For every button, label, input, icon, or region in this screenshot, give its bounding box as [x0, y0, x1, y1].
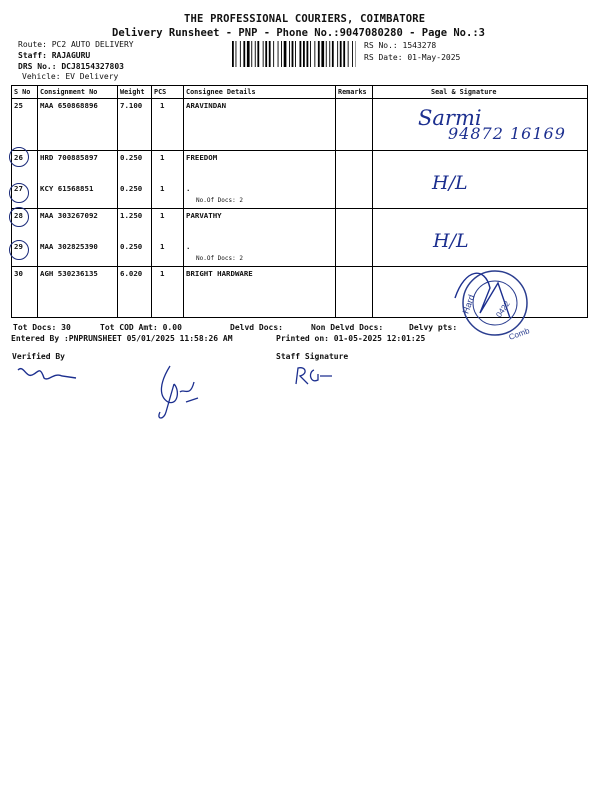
stamp-text: 0422 [494, 299, 512, 320]
cell-weight: 1.250 [118, 209, 152, 239]
cell-consignment: MAA 302825390 [38, 239, 118, 267]
cell-consignee [184, 181, 336, 209]
hand-circle-mark [9, 147, 29, 167]
cell-consignment: KCY 61568851 [38, 181, 118, 209]
handwritten-hl-row28: H/L [433, 230, 469, 252]
col-header: Consignment No [38, 86, 118, 99]
vehicle-label: Vehicle: EV Delivery [22, 72, 119, 81]
col-header: Consignee Details [184, 86, 336, 99]
company-title: THE PROFESSIONAL COURIERS, COIMBATORE [184, 13, 426, 25]
cell-consignee: FREEDOM [184, 151, 336, 181]
table-header-row [12, 86, 588, 99]
consignee-text: . [186, 241, 191, 251]
col-header: PCS [152, 86, 184, 99]
staff-label: Staff: RAJAGURU [18, 51, 91, 60]
cell-sno: 29 [12, 239, 38, 267]
barcode [232, 41, 356, 67]
cell-sno: 26 [12, 151, 38, 181]
handwritten-signature-row25: Sarmi [418, 106, 482, 130]
runsheet-title: Delivery Runsheet - PNP - Phone No.:9047080280 - Page No.:3 [112, 27, 485, 39]
cell-remarks [336, 209, 373, 239]
cell-remarks [336, 99, 373, 151]
printed-on: Printed on: 01-05-2025 12:01:25 [276, 334, 426, 343]
rs-date: RS Date: 01-May-2025 [364, 53, 461, 62]
runsheet-table [11, 85, 588, 318]
staff-signature-label: Staff Signature [276, 352, 349, 361]
cell-signature [373, 151, 588, 181]
non-delvd-docs: Non Delvd Docs: [311, 323, 384, 332]
col-header: S No [12, 86, 38, 99]
table-row [12, 151, 588, 181]
cell-consignee: ARAVINDAN [184, 99, 336, 151]
cell-consignment: HRD 700885897 [38, 151, 118, 181]
cell-signature [373, 99, 588, 151]
cell-sno: 28 [12, 209, 38, 239]
col-header: Remarks [336, 86, 373, 99]
stamp-text: Comb [507, 326, 531, 342]
delvd-docs: Delvd Docs: [230, 323, 283, 332]
table-row [12, 267, 588, 318]
staff-signature [292, 364, 340, 388]
route-label: Route: PC2 AUTO DELIVERY [18, 40, 134, 49]
hand-circle-mark [9, 207, 29, 227]
cell-consignee [184, 239, 336, 267]
cell-sno: 30 [12, 267, 38, 318]
table-row [12, 239, 588, 267]
cell-signature [373, 239, 588, 267]
no-of-docs: No.Of Docs: 2 [196, 196, 243, 204]
table-row [12, 181, 588, 209]
cell-sno: 25 [12, 99, 38, 151]
cell-weight: 7.100 [118, 99, 152, 151]
handwritten-hl-row26: H/L [432, 172, 468, 194]
verifier-signature [14, 362, 84, 386]
cell-remarks [336, 239, 373, 267]
cell-consignee: BRIGHT HARDWARE [184, 267, 336, 318]
cell-pcs: 1 [152, 99, 184, 151]
stamp-text: Hard [460, 293, 477, 316]
cell-pcs: 1 [152, 151, 184, 181]
cell-weight: 0.250 [118, 151, 152, 181]
cell-signature [373, 181, 588, 209]
cell-consignment: MAA 650868896 [38, 99, 118, 151]
consignee-text: . [186, 183, 191, 193]
cell-consignment: AGH 530236135 [38, 267, 118, 318]
table-row [12, 99, 588, 151]
cell-weight: 6.020 [118, 267, 152, 318]
cell-consignee: PARVATHY [184, 209, 336, 239]
delvy-pts: Delvy pts: [409, 323, 458, 332]
cell-remarks [336, 181, 373, 209]
entered-by: Entered By :PNPRUNSHEET 05/01/2025 11:58:26 AM [11, 334, 233, 343]
cell-weight: 0.250 [118, 181, 152, 209]
cell-pcs: 1 [152, 181, 184, 209]
cell-pcs: 1 [152, 209, 184, 239]
cell-signature [373, 267, 588, 318]
col-header: Seal & Signature [373, 86, 588, 99]
cell-remarks [336, 151, 373, 181]
table-row [12, 209, 588, 239]
cell-weight: 0.250 [118, 239, 152, 267]
handwritten-phone-row25: 94872 16169 [448, 124, 566, 143]
tot-cod: Tot COD Amt: 0.00 [100, 323, 182, 332]
cell-consignment: MAA 303267092 [38, 209, 118, 239]
col-header: Weight [118, 86, 152, 99]
hand-circle-mark [9, 240, 29, 260]
handwritten-signature [150, 362, 205, 424]
cell-pcs: 1 [152, 267, 184, 318]
hand-circle-mark [9, 183, 29, 203]
cell-signature [373, 209, 588, 239]
cell-remarks [336, 267, 373, 318]
tot-docs: Tot Docs: 30 [13, 323, 71, 332]
cell-pcs: 1 [152, 239, 184, 267]
verified-by-label: Verified By [12, 352, 65, 361]
drs-label: DRS No.: DCJ8154327803 [18, 62, 124, 71]
no-of-docs: No.Of Docs: 2 [196, 254, 243, 262]
cell-sno: 27 [12, 181, 38, 209]
rs-number: RS No.: 1543278 [364, 41, 437, 50]
